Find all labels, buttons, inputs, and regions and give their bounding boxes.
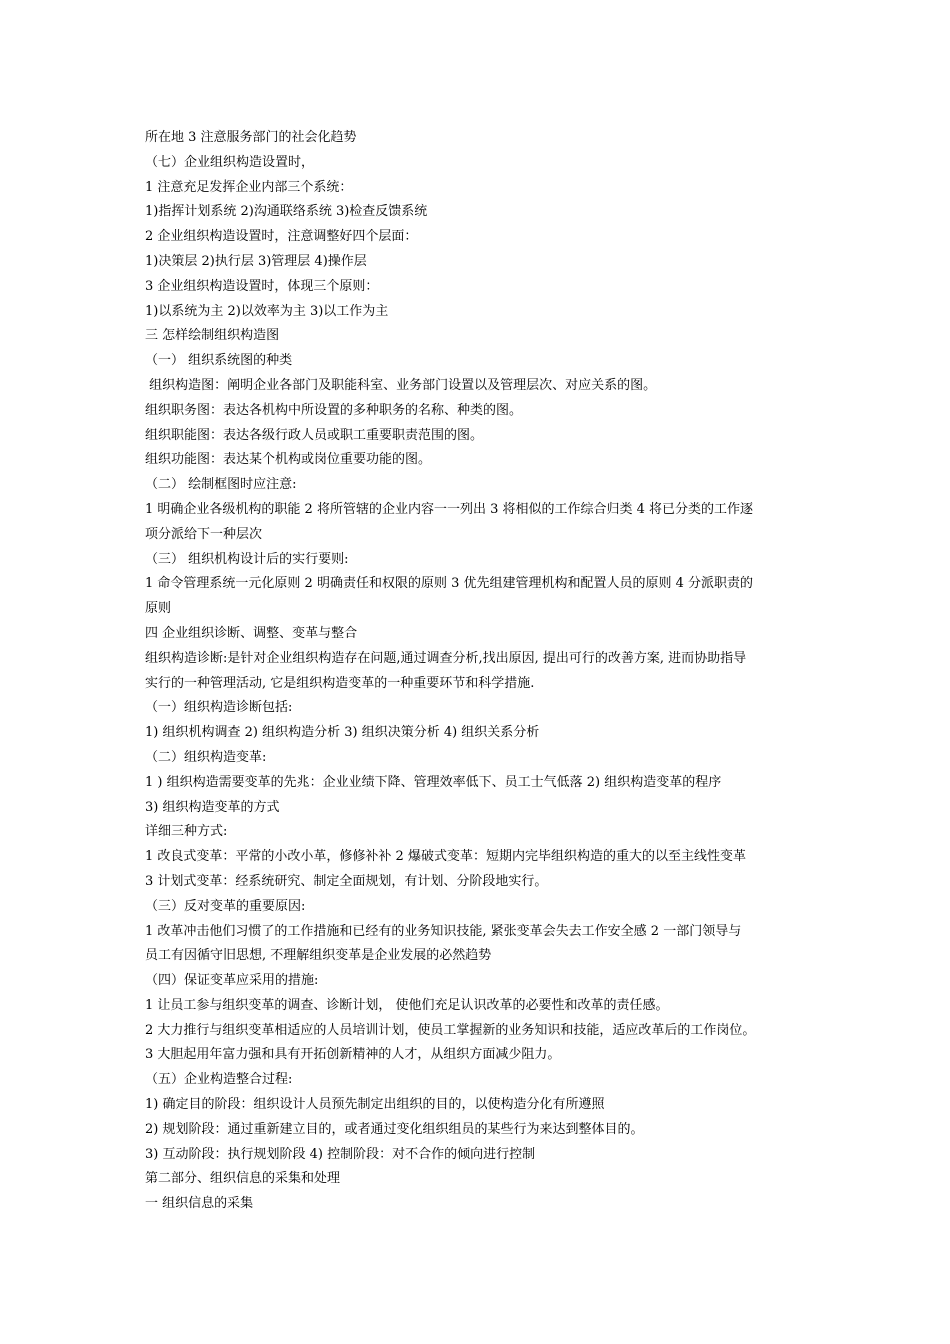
text-line: 1 明确企业各级机构的职能 2 将所管辖的企业内容一一列出 3 将相似的工作综合归类 4 将已分类的工作逐	[145, 501, 754, 517]
text-line: 1 改良式变革：平常的小改小革，修修补补 2 爆破式变革：短期内完毕组织构造的重大的以至主线性变革	[145, 849, 746, 865]
chapter-heading: 四 企业组织诊断、调整、变革与整合	[145, 625, 358, 641]
section-heading: （四）保证变革应采用的措施:	[145, 973, 319, 989]
text-line: 3 计划式变革：经系统研究、制定全面规划，有计划、分阶段地实行。	[145, 873, 548, 889]
text-line: 实行的一种管理活动, 它是组织构造变革的一种重要环节和科学措施.	[145, 675, 535, 691]
section-heading: （五）企业构造整合过程:	[145, 1072, 293, 1088]
text-line: 1)以系统为主 2)以效率为主 3)以工作为主	[145, 303, 389, 319]
section-heading: （二）组织构造变革:	[145, 749, 267, 765]
section-heading: （一）组织构造诊断包括:	[145, 700, 293, 716]
section-heading: （二） 绘制框图时应注意:	[145, 477, 297, 493]
text-line: 2 大力推行与组织变革相适应的人员培训计划，使员工掌握新的业务知识和技能，适应改革后的工作岗位。	[145, 1022, 756, 1038]
text-line: 员工有因循守旧思想, 不理解组织变革是企业发展的必然趋势	[145, 948, 492, 964]
text-line: 组织构造诊断:是针对企业组织构造存在问题,通过调查分析,找出原因, 提出可行的改善方案, 进而协助指导	[145, 650, 747, 666]
chapter-heading: 一 组织信息的采集	[145, 1196, 254, 1212]
text-line: 2) 规划阶段：通过重新建立目的，或者通过变化组织组员的某些行为来达到整体目的。	[145, 1121, 644, 1137]
text-line: 1) 确定目的阶段：组织设计人员预先制定出组织的目的，以使构造分化有所遵照	[145, 1097, 605, 1113]
text-line: 详细三种方式:	[145, 824, 228, 840]
text-line: 1) 组织机构调查 2) 组织构造分析 3) 组织决策分析 4) 组织关系分析	[145, 725, 540, 741]
text-line: 3 大胆起用年富力强和具有开拓创新精神的人才，从组织方面减少阻力。	[145, 1047, 561, 1063]
text-line: 所在地 3 注意服务部门的社会化趋势	[145, 130, 357, 145]
text-line: 1)指挥计划系统 2)沟通联络系统 3)检查反馈系统	[145, 204, 428, 220]
text-line: 1 注意充足发挥企业内部三个系统：	[145, 179, 353, 195]
document-body	[145, 126, 825, 1217]
section-heading: （一） 组织系统图的种类	[145, 353, 293, 369]
text-line: 3) 组织构造变革的方式	[145, 799, 280, 815]
part-heading: 第二部分、组织信息的采集和处理	[145, 1171, 341, 1187]
section-heading: （三） 组织机构设计后的实行要则:	[145, 551, 349, 567]
text-line: 3 企业组织构造设置时，体现三个原则：	[145, 278, 379, 294]
text-line: 原则	[145, 601, 172, 617]
text-line: 组织构造图：阐明企业各部门及职能科室、业务部门设置以及管理层次、对应关系的图。	[145, 377, 657, 393]
text-line: 2 企业组织构造设置时，注意调整好四个层面：	[145, 229, 418, 245]
text-line: 组织职务图：表达各机构中所设置的多种职务的名称、种类的图。	[145, 402, 523, 418]
text-line: 项分派给下一种层次	[145, 526, 263, 542]
text-line: 1 命令管理系统一元化原则 2 明确责任和权限的原则 3 优先组建管理机构和配置人员的原则 4 分派职责的	[145, 576, 754, 592]
section-heading: （七）企业组织构造设置时，	[145, 154, 315, 170]
text-line: 1 ) 组织构造需要变革的先兆：企业业绩下降、管理效率低下、员工士气低落 2) 组织构造变革的程序	[145, 774, 722, 790]
text-line: 3) 互动阶段：执行规划阶段 4) 控制阶段：对不合作的倾向进行控制	[145, 1146, 536, 1162]
chapter-heading: 三 怎样绘制组织构造图	[145, 328, 280, 344]
text-line: 1)决策层 2)执行层 3)管理层 4)操作层	[145, 253, 367, 269]
section-heading: （三）反对变革的重要原因:	[145, 898, 306, 914]
text-line: 组织功能图：表达某个机构或岗位重要功能的图。	[145, 452, 432, 468]
text-line: 组织职能图：表达各级行政人员或职工重要职责范围的图。	[145, 427, 484, 443]
text-line: 1 让员工参与组织变革的调查、诊断计划， 使他们充足认识改革的必要性和改革的责任感。	[145, 997, 669, 1013]
text-line: 1 改革冲击他们习惯了的工作措施和已经有的业务知识技能, 紧张变革会失去工作安全感 2 一部门领导与	[145, 923, 742, 939]
